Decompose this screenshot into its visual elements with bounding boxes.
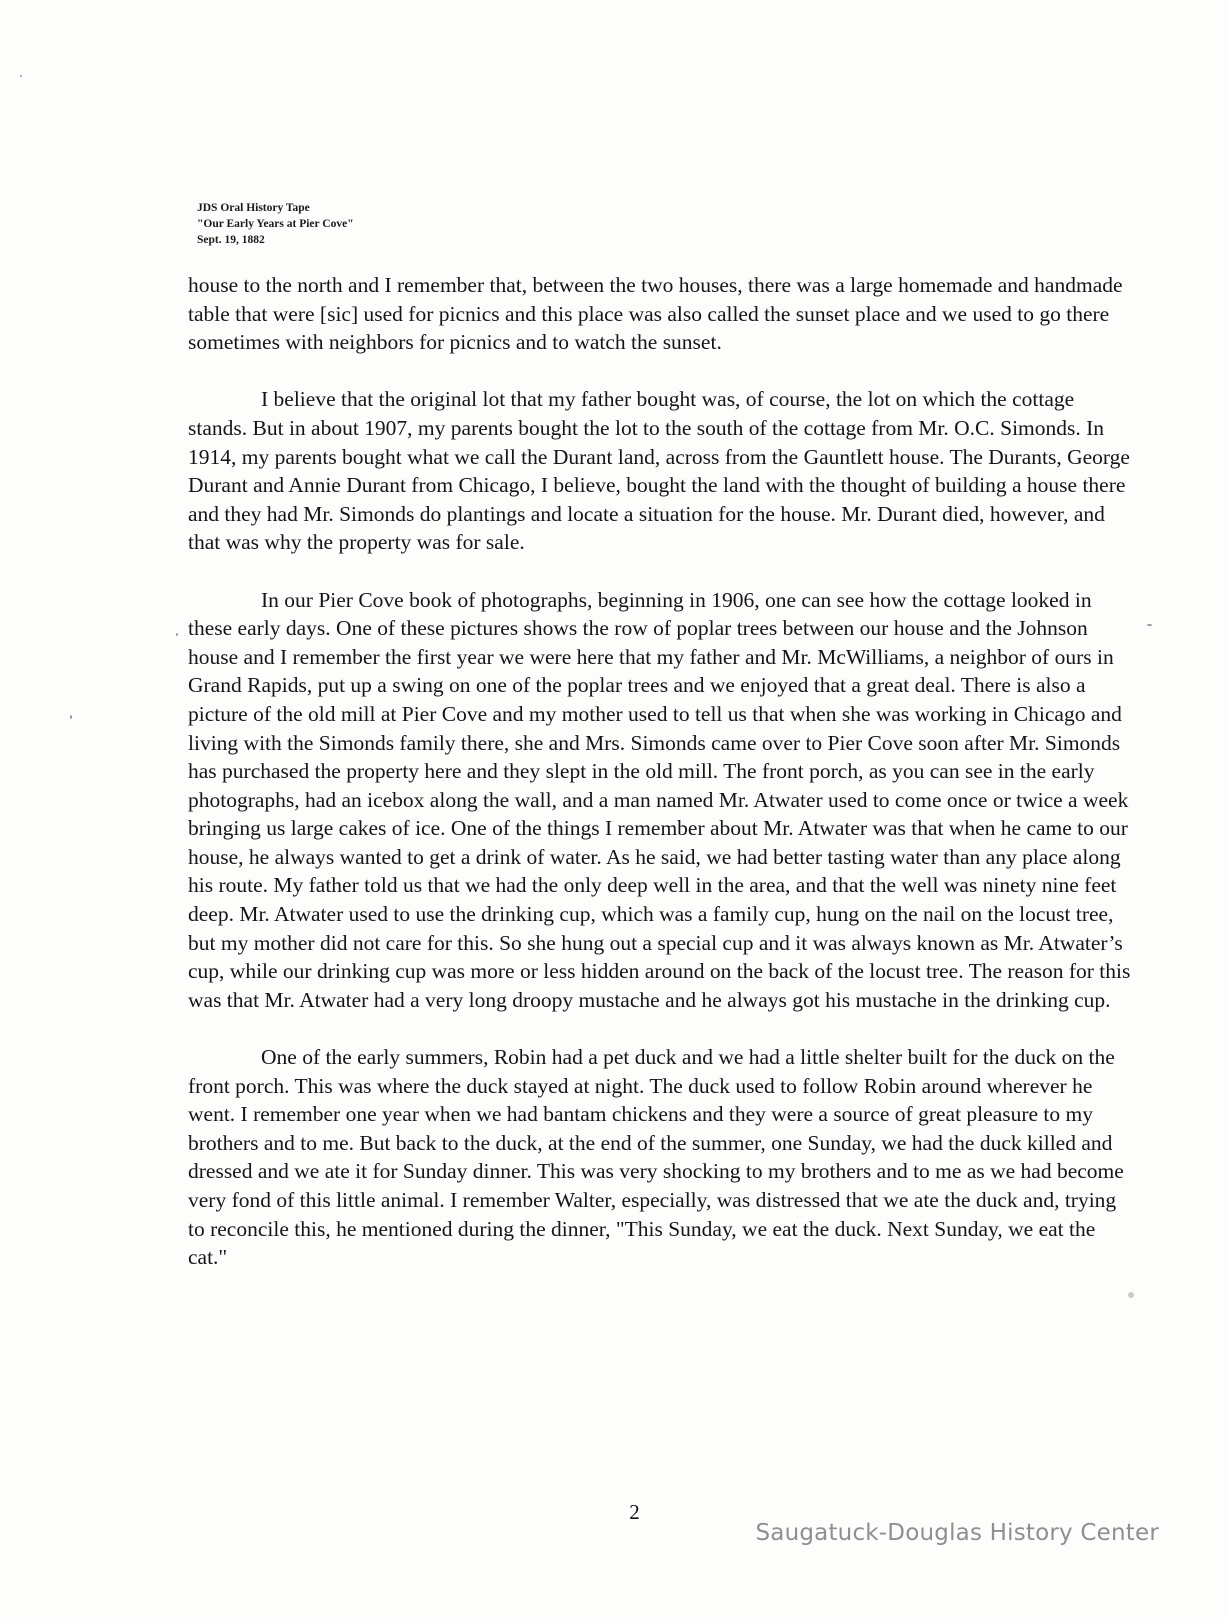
scan-speck <box>1147 624 1152 626</box>
document-body <box>188 271 1138 1300</box>
scan-speck <box>1128 1292 1134 1298</box>
paragraph-4: One of the early summers, Robin had a pet duck and we had a little shelter built for the duck on the front porch. This was where the duck stayed at night. The duck used to follow Robin around wherever he went. I remember one year when we had bantam chickens and they were a source of great pleasure to my brothers and to me. But back to the duck, at the end of the summer, one Sunday, we had the duck killed and dressed and we ate it for Sunday dinner. This was very shocking to my brothers and to me as we had become very fond of this little animal. I remember Walter, especially, was distressed that we ate the duck and, trying to reconcile this, he mentioned during the dinner, "This Sunday, we eat the duck. Next Sunday, we eat the cat." <box>188 1045 1124 1270</box>
header-tape-title: JDS Oral History Tape <box>197 202 310 214</box>
document-header <box>197 200 354 248</box>
page-number: 2 <box>629 1500 640 1524</box>
header-subtitle: "Our Early Years at Pier Cove" <box>197 218 354 230</box>
scan-speck <box>176 633 178 636</box>
paragraph-2: I believe that the original lot that my father bought was, of course, the lot on which the cottage stands. But in about 1907, my parents bought the lot to the south of the cottage from Mr. O.C. Simonds. In 1914, my parents bought what we call the Durant land, across from the Gauntlett house. The Durants, George Durant and Annie Durant from Chicago, I believe, bought the land with the thought of building a house there and they had Mr. Simonds do plantings and locate a situation for the house. Mr. Durant died, however, and that was why the property was for sale. <box>188 387 1130 555</box>
scan-speck <box>20 75 22 77</box>
paragraph-1: house to the north and I remember that, between the two houses, there was a large homemade and handmade table that were [sic] used for picnics and this place was also called the sunset place and we used to go there sometimes with neighbors for picnics and to watch the sunset. <box>188 273 1123 355</box>
watermark-text: Saugatuck-Douglas History Center <box>755 1520 1159 1546</box>
header-date: Sept. 19, 1882 <box>197 234 265 246</box>
scan-speck <box>70 715 72 719</box>
paragraph-3: In our Pier Cove book of photographs, beginning in 1906, one can see how the cottage looked in these early days. One of these pictures shows the row of poplar trees between our house and the Johnson house and I remember the first year we were here that my father and Mr. McWilliams, a neighbor of ours in Grand Rapids, put up a swing on one of the poplar trees and we enjoyed that a great deal. There is also a picture of the old mill at Pier Cove and my mother used to tell us that when she was working in Chicago and living with the Simonds family there, she and Mrs. Simonds came over to Pier Cove soon after Mr. Simonds has purchased the property here and they slept in the old mill. The front porch, as you can see in the early photographs, had an icebox along the wall, and a man named Mr. Atwater used to come once or twice a week bringing us large cakes of ice. One of the things I remember about Mr. Atwater was that when he came to our house, he always wanted to get a drink of water. As he said, we had better tasting water than any place along his route. My father told us that we had the only deep well in the area, and that the well was ninety nine feet deep. Mr. Atwater used to use the drinking cup, which was a family cup, hung on the nail on the locust tree, but my mother did not care for this. So she hung out a special cup and it was always known as Mr. Atwater’s cup, while our drinking cup was more or less hidden around on the back of the locust tree. The reason for this was that Mr. Atwater had a very long droopy mustache and he always got his mustache in the drinking cup. <box>188 587 1131 1012</box>
